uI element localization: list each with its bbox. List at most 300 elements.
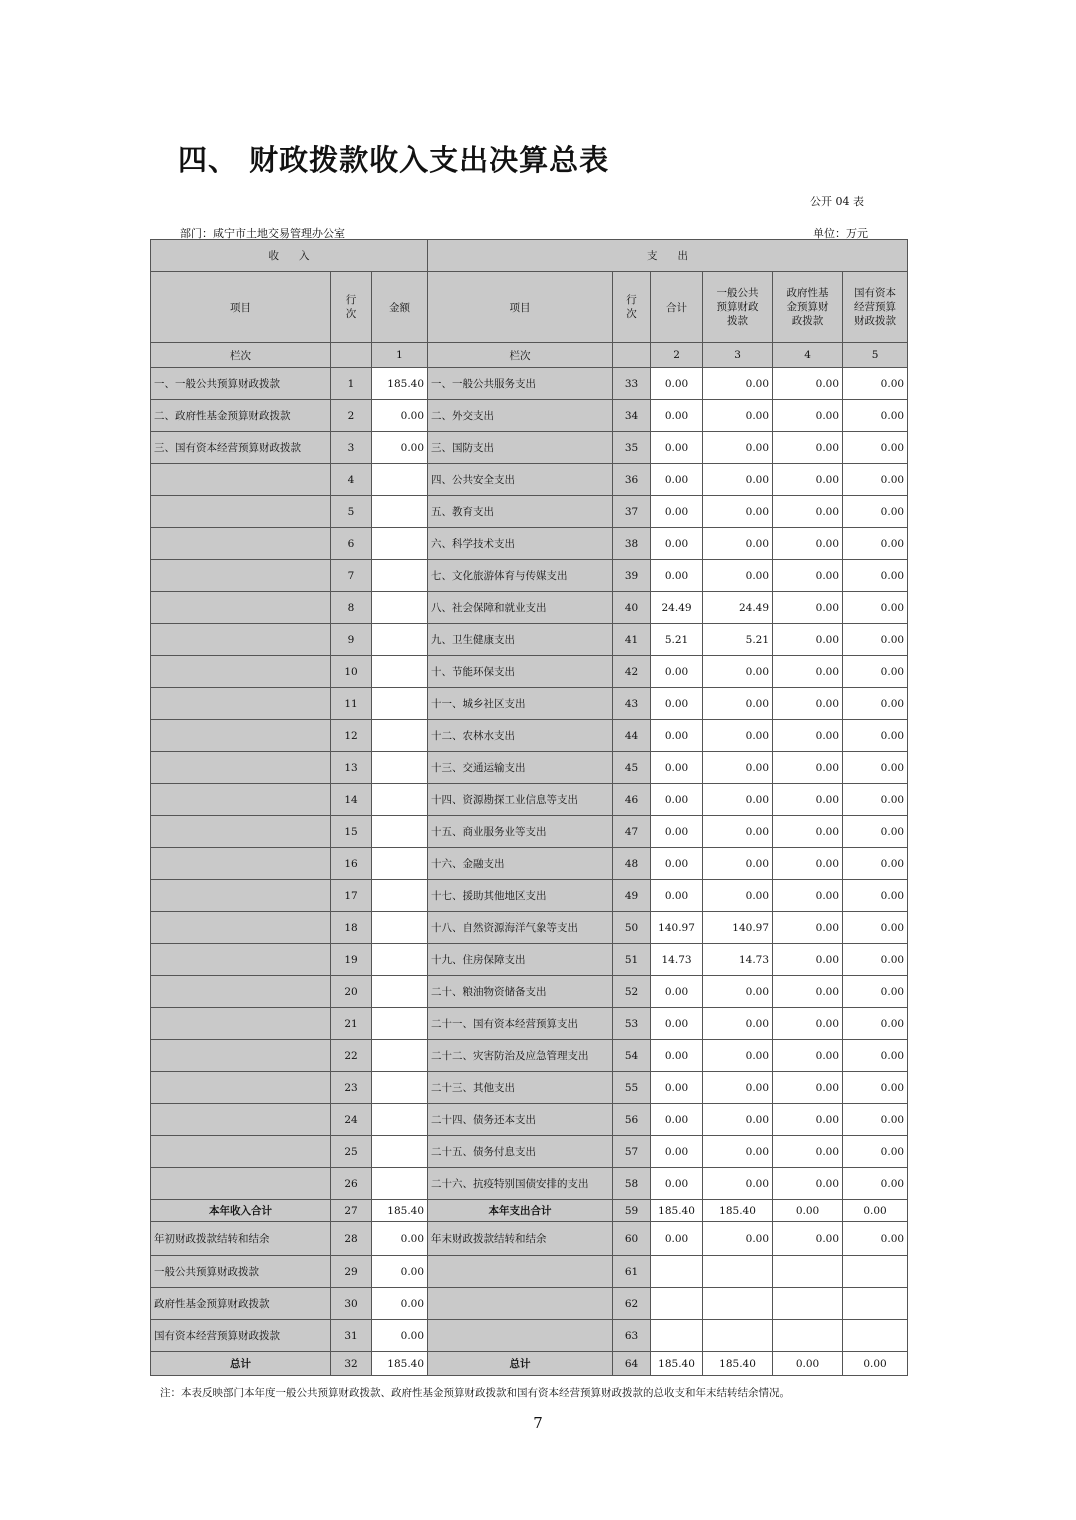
total-cell bbox=[651, 1288, 703, 1320]
table-row bbox=[151, 752, 908, 784]
line-number: 44 bbox=[613, 720, 651, 752]
income-amount bbox=[372, 880, 428, 912]
total-cell: 0.00 bbox=[651, 1104, 703, 1136]
line-number: 10 bbox=[331, 656, 372, 688]
expense-item: 十、节能环保支出 bbox=[428, 656, 613, 688]
line-number: 22 bbox=[331, 1040, 372, 1072]
income-amount bbox=[372, 560, 428, 592]
income-item: 三、国有资本经营预算财政拨款 bbox=[151, 432, 331, 464]
appropriation-table bbox=[150, 239, 908, 1376]
income-amount bbox=[372, 784, 428, 816]
expense-item: 二十四、债务还本支出 bbox=[428, 1104, 613, 1136]
table-summary bbox=[151, 1200, 908, 1222]
income-amount bbox=[372, 976, 428, 1008]
general-cell bbox=[703, 1320, 773, 1352]
expense-item: 三、国防支出 bbox=[428, 432, 613, 464]
total-cell: 0.00 bbox=[651, 784, 703, 816]
expense-item: 二十五、债务付息支出 bbox=[428, 1136, 613, 1168]
line-number: 28 bbox=[331, 1222, 372, 1256]
fund-cell: 0.00 bbox=[773, 1072, 843, 1104]
line-number: 36 bbox=[613, 464, 651, 496]
carryover-row bbox=[151, 1222, 908, 1256]
fund-cell: 0.00 bbox=[773, 1040, 843, 1072]
state-cell: 0.00 bbox=[843, 1008, 908, 1040]
fund-cell: 0.00 bbox=[773, 1200, 843, 1222]
table-row bbox=[151, 688, 908, 720]
fund-cell: 0.00 bbox=[773, 848, 843, 880]
line-number: 39 bbox=[613, 560, 651, 592]
line-number: 62 bbox=[613, 1288, 651, 1320]
income-item bbox=[151, 720, 331, 752]
income-amount bbox=[372, 752, 428, 784]
total-cell: 140.97 bbox=[651, 912, 703, 944]
column-index-4: 4 bbox=[773, 343, 843, 368]
general-cell: 0.00 bbox=[703, 656, 773, 688]
table-row bbox=[151, 816, 908, 848]
state-cell: 0.00 bbox=[843, 400, 908, 432]
table-row bbox=[151, 1104, 908, 1136]
general-cell: 0.00 bbox=[703, 688, 773, 720]
income-item bbox=[151, 496, 331, 528]
line-number: 34 bbox=[613, 400, 651, 432]
line-number: 32 bbox=[331, 1352, 372, 1376]
fund-cell: 0.00 bbox=[773, 912, 843, 944]
income-amount bbox=[372, 496, 428, 528]
expense-item: 二、外交支出 bbox=[428, 400, 613, 432]
expense-line-header: 行 次 bbox=[613, 272, 651, 343]
state-cell bbox=[843, 1288, 908, 1320]
general-cell: 0.00 bbox=[703, 528, 773, 560]
general-cell bbox=[703, 1288, 773, 1320]
total-cell: 0.00 bbox=[651, 880, 703, 912]
column-index-blank bbox=[331, 343, 372, 368]
expense-item: 二十一、国有资本经营预算支出 bbox=[428, 1008, 613, 1040]
income-grand-total-amount: 185.40 bbox=[372, 1352, 428, 1376]
expense-item bbox=[428, 1320, 613, 1352]
general-cell: 0.00 bbox=[703, 1040, 773, 1072]
income-amount bbox=[372, 1040, 428, 1072]
column-index-1: 1 bbox=[372, 343, 428, 368]
state-cell bbox=[843, 1320, 908, 1352]
line-number: 64 bbox=[613, 1352, 651, 1376]
table-row bbox=[151, 592, 908, 624]
total-cell: 185.40 bbox=[651, 1352, 703, 1376]
general-cell bbox=[703, 1256, 773, 1288]
expense-header: 支 出 bbox=[428, 240, 908, 272]
column-index-blank bbox=[613, 343, 651, 368]
line-number: 11 bbox=[331, 688, 372, 720]
line-number: 56 bbox=[613, 1104, 651, 1136]
expense-item: 十三、交通运输支出 bbox=[428, 752, 613, 784]
expense-item: 十一、城乡社区支出 bbox=[428, 688, 613, 720]
general-budget-header: 一般公共 预算财政 拨款 bbox=[703, 272, 773, 343]
line-number: 57 bbox=[613, 1136, 651, 1168]
income-subtotal-label: 本年收入合计 bbox=[151, 1200, 331, 1222]
table-row bbox=[151, 560, 908, 592]
line-number: 17 bbox=[331, 880, 372, 912]
table-header bbox=[151, 240, 908, 368]
income-item: 政府性基金预算财政拨款 bbox=[151, 1288, 331, 1320]
state-cell: 0.00 bbox=[843, 1352, 908, 1376]
income-amount bbox=[372, 1008, 428, 1040]
table-row bbox=[151, 624, 908, 656]
expense-item: 二十三、其他支出 bbox=[428, 1072, 613, 1104]
form-code: 公开 04 表 bbox=[810, 195, 864, 208]
expense-subtotal-label: 本年支出合计 bbox=[428, 1200, 613, 1222]
footnote: 注：本表反映部门本年度一般公共预算财政拨款、政府性基金预算财政拨款和国有资本经营预算财政拨款的总收支和年末结转结余情况。 bbox=[160, 1387, 790, 1399]
income-item: 一般公共预算财政拨款 bbox=[151, 1256, 331, 1288]
expense-item: 十八、自然资源海洋气象等支出 bbox=[428, 912, 613, 944]
state-cell: 0.00 bbox=[843, 656, 908, 688]
table-row bbox=[151, 1040, 908, 1072]
total-cell: 0.00 bbox=[651, 1222, 703, 1256]
line-number: 16 bbox=[331, 848, 372, 880]
general-cell: 0.00 bbox=[703, 880, 773, 912]
table-row bbox=[151, 944, 908, 976]
fund-cell: 0.00 bbox=[773, 720, 843, 752]
line-number: 31 bbox=[331, 1320, 372, 1352]
line-number: 47 bbox=[613, 816, 651, 848]
expense-item: 五、教育支出 bbox=[428, 496, 613, 528]
fund-cell: 0.00 bbox=[773, 528, 843, 560]
table-row bbox=[151, 496, 908, 528]
line-number: 15 bbox=[331, 816, 372, 848]
state-cell: 0.00 bbox=[843, 880, 908, 912]
income-item bbox=[151, 688, 331, 720]
income-item bbox=[151, 880, 331, 912]
line-number: 21 bbox=[331, 1008, 372, 1040]
line-number: 59 bbox=[613, 1200, 651, 1222]
fund-cell: 0.00 bbox=[773, 816, 843, 848]
fund-cell: 0.00 bbox=[773, 784, 843, 816]
income-item bbox=[151, 1040, 331, 1072]
line-number: 2 bbox=[331, 400, 372, 432]
general-cell: 0.00 bbox=[703, 720, 773, 752]
line-number: 23 bbox=[331, 1072, 372, 1104]
fund-cell: 0.00 bbox=[773, 752, 843, 784]
general-cell: 0.00 bbox=[703, 1168, 773, 1200]
line-number: 13 bbox=[331, 752, 372, 784]
line-number: 19 bbox=[331, 944, 372, 976]
income-amount bbox=[372, 1104, 428, 1136]
table-row bbox=[151, 1136, 908, 1168]
general-cell: 0.00 bbox=[703, 464, 773, 496]
income-item bbox=[151, 976, 331, 1008]
expense-item: 二十二、灾害防治及应急管理支出 bbox=[428, 1040, 613, 1072]
income-item: 二、政府性基金预算财政拨款 bbox=[151, 400, 331, 432]
state-cell: 0.00 bbox=[843, 848, 908, 880]
total-cell: 0.00 bbox=[651, 976, 703, 1008]
income-item bbox=[151, 560, 331, 592]
line-number: 48 bbox=[613, 848, 651, 880]
fund-cell: 0.00 bbox=[773, 880, 843, 912]
general-cell: 0.00 bbox=[703, 560, 773, 592]
state-cell: 0.00 bbox=[843, 592, 908, 624]
table-row bbox=[151, 976, 908, 1008]
line-number: 45 bbox=[613, 752, 651, 784]
income-item: 年初财政拨款结转和结余 bbox=[151, 1222, 331, 1256]
fund-cell: 0.00 bbox=[773, 592, 843, 624]
general-cell: 0.00 bbox=[703, 1222, 773, 1256]
general-cell: 0.00 bbox=[703, 976, 773, 1008]
line-number: 6 bbox=[331, 528, 372, 560]
fund-cell: 0.00 bbox=[773, 432, 843, 464]
total-cell: 0.00 bbox=[651, 1008, 703, 1040]
unit-label: 单位：万元 bbox=[813, 227, 868, 240]
line-number: 20 bbox=[331, 976, 372, 1008]
fund-cell bbox=[773, 1288, 843, 1320]
fund-cell: 0.00 bbox=[773, 1222, 843, 1256]
income-item-header: 项目 bbox=[151, 272, 331, 343]
line-number: 24 bbox=[331, 1104, 372, 1136]
total-cell bbox=[651, 1320, 703, 1352]
general-cell: 0.00 bbox=[703, 400, 773, 432]
expense-item-header: 项目 bbox=[428, 272, 613, 343]
income-amount: 0.00 bbox=[372, 1222, 428, 1256]
line-number: 1 bbox=[331, 368, 372, 400]
line-number: 42 bbox=[613, 656, 651, 688]
income-item bbox=[151, 464, 331, 496]
income-line-header: 行 次 bbox=[331, 272, 372, 343]
table-total bbox=[151, 1352, 908, 1376]
income-amount bbox=[372, 624, 428, 656]
table-body bbox=[151, 368, 908, 1200]
income-item bbox=[151, 656, 331, 688]
line-number: 30 bbox=[331, 1288, 372, 1320]
expense-item: 二十六、抗疫特别国债安排的支出 bbox=[428, 1168, 613, 1200]
general-cell: 0.00 bbox=[703, 496, 773, 528]
total-cell: 0.00 bbox=[651, 432, 703, 464]
line-number: 53 bbox=[613, 1008, 651, 1040]
state-cell: 0.00 bbox=[843, 528, 908, 560]
income-item bbox=[151, 784, 331, 816]
fund-cell: 0.00 bbox=[773, 624, 843, 656]
total-cell: 0.00 bbox=[651, 656, 703, 688]
state-cell: 0.00 bbox=[843, 816, 908, 848]
income-amount: 0.00 bbox=[372, 1288, 428, 1320]
table-row bbox=[151, 400, 908, 432]
state-cell: 0.00 bbox=[843, 496, 908, 528]
income-item bbox=[151, 912, 331, 944]
income-amount: 185.40 bbox=[372, 368, 428, 400]
line-number: 8 bbox=[331, 592, 372, 624]
table-row bbox=[151, 1168, 908, 1200]
state-cell: 0.00 bbox=[843, 784, 908, 816]
expense-item: 一、一般公共服务支出 bbox=[428, 368, 613, 400]
income-amount bbox=[372, 816, 428, 848]
expense-item: 十五、商业服务业等支出 bbox=[428, 816, 613, 848]
expense-item bbox=[428, 1288, 613, 1320]
fund-budget-header: 政府性基 金预算财 政拨款 bbox=[773, 272, 843, 343]
total-header: 合计 bbox=[651, 272, 703, 343]
carryover-rows bbox=[151, 1222, 908, 1352]
general-cell: 0.00 bbox=[703, 1136, 773, 1168]
fund-cell: 0.00 bbox=[773, 944, 843, 976]
income-item bbox=[151, 848, 331, 880]
line-number: 41 bbox=[613, 624, 651, 656]
total-cell: 0.00 bbox=[651, 496, 703, 528]
table-row bbox=[151, 464, 908, 496]
income-item bbox=[151, 944, 331, 976]
carryover-row bbox=[151, 1288, 908, 1320]
carryover-row bbox=[151, 1320, 908, 1352]
fund-cell: 0.00 bbox=[773, 400, 843, 432]
line-number: 27 bbox=[331, 1200, 372, 1222]
income-item: 一、一般公共预算财政拨款 bbox=[151, 368, 331, 400]
income-item bbox=[151, 592, 331, 624]
table-row bbox=[151, 656, 908, 688]
state-cell: 0.00 bbox=[843, 1136, 908, 1168]
line-number: 49 bbox=[613, 880, 651, 912]
income-item bbox=[151, 1136, 331, 1168]
fund-cell: 0.00 bbox=[773, 464, 843, 496]
line-number: 5 bbox=[331, 496, 372, 528]
expense-item: 八、社会保障和就业支出 bbox=[428, 592, 613, 624]
income-amount bbox=[372, 592, 428, 624]
state-cell: 0.00 bbox=[843, 432, 908, 464]
state-cell: 0.00 bbox=[843, 1072, 908, 1104]
fund-cell: 0.00 bbox=[773, 1352, 843, 1376]
income-header: 收 入 bbox=[151, 240, 428, 272]
state-cell: 0.00 bbox=[843, 1040, 908, 1072]
line-number: 35 bbox=[613, 432, 651, 464]
expense-item: 十七、援助其他地区支出 bbox=[428, 880, 613, 912]
line-number: 7 bbox=[331, 560, 372, 592]
state-cell: 0.00 bbox=[843, 1168, 908, 1200]
income-item bbox=[151, 816, 331, 848]
total-cell bbox=[651, 1256, 703, 1288]
line-number: 63 bbox=[613, 1320, 651, 1352]
state-capital-header: 国有资本 经营预算 财政拨款 bbox=[843, 272, 908, 343]
general-cell: 0.00 bbox=[703, 432, 773, 464]
state-cell: 0.00 bbox=[843, 368, 908, 400]
total-cell: 0.00 bbox=[651, 688, 703, 720]
line-number: 61 bbox=[613, 1256, 651, 1288]
income-amount: 0.00 bbox=[372, 432, 428, 464]
fund-cell: 0.00 bbox=[773, 560, 843, 592]
state-cell: 0.00 bbox=[843, 1104, 908, 1136]
total-cell: 5.21 bbox=[651, 624, 703, 656]
table-row bbox=[151, 784, 908, 816]
total-cell: 0.00 bbox=[651, 368, 703, 400]
line-number: 43 bbox=[613, 688, 651, 720]
state-cell: 0.00 bbox=[843, 720, 908, 752]
state-cell: 0.00 bbox=[843, 1222, 908, 1256]
general-cell: 14.73 bbox=[703, 944, 773, 976]
expense-item: 六、科学技术支出 bbox=[428, 528, 613, 560]
state-cell: 0.00 bbox=[843, 464, 908, 496]
state-cell: 0.00 bbox=[843, 944, 908, 976]
state-cell: 0.00 bbox=[843, 752, 908, 784]
general-cell: 0.00 bbox=[703, 1072, 773, 1104]
grand-total-row bbox=[151, 1352, 908, 1376]
fund-cell: 0.00 bbox=[773, 688, 843, 720]
general-cell: 0.00 bbox=[703, 816, 773, 848]
general-cell: 185.40 bbox=[703, 1352, 773, 1376]
expense-item: 年末财政拨款结转和结余 bbox=[428, 1222, 613, 1256]
general-cell: 0.00 bbox=[703, 368, 773, 400]
state-cell: 0.00 bbox=[843, 560, 908, 592]
column-index-2: 2 bbox=[651, 343, 703, 368]
income-item bbox=[151, 624, 331, 656]
general-cell: 0.00 bbox=[703, 784, 773, 816]
column-index-label: 栏次 bbox=[428, 343, 613, 368]
state-cell: 0.00 bbox=[843, 624, 908, 656]
income-amount-header: 金额 bbox=[372, 272, 428, 343]
line-number: 51 bbox=[613, 944, 651, 976]
expense-item: 七、文化旅游体育与传媒支出 bbox=[428, 560, 613, 592]
expense-item: 十九、住房保障支出 bbox=[428, 944, 613, 976]
line-number: 29 bbox=[331, 1256, 372, 1288]
fund-cell: 0.00 bbox=[773, 368, 843, 400]
line-number: 55 bbox=[613, 1072, 651, 1104]
table-row bbox=[151, 880, 908, 912]
fund-cell: 0.00 bbox=[773, 976, 843, 1008]
income-amount bbox=[372, 656, 428, 688]
table-row bbox=[151, 432, 908, 464]
fund-cell: 0.00 bbox=[773, 1168, 843, 1200]
expense-grand-total-label: 总计 bbox=[428, 1352, 613, 1376]
line-number: 58 bbox=[613, 1168, 651, 1200]
fund-cell bbox=[773, 1256, 843, 1288]
line-number: 9 bbox=[331, 624, 372, 656]
expense-item: 四、公共安全支出 bbox=[428, 464, 613, 496]
total-cell: 0.00 bbox=[651, 464, 703, 496]
general-cell: 140.97 bbox=[703, 912, 773, 944]
expense-item: 十四、资源勘探工业信息等支出 bbox=[428, 784, 613, 816]
total-cell: 0.00 bbox=[651, 752, 703, 784]
fund-cell bbox=[773, 1320, 843, 1352]
fund-cell: 0.00 bbox=[773, 1136, 843, 1168]
table-row bbox=[151, 912, 908, 944]
general-cell: 0.00 bbox=[703, 752, 773, 784]
subtotal-row bbox=[151, 1200, 908, 1222]
column-index-label: 栏次 bbox=[151, 343, 331, 368]
income-amount: 0.00 bbox=[372, 400, 428, 432]
income-item bbox=[151, 1168, 331, 1200]
expense-item: 九、卫生健康支出 bbox=[428, 624, 613, 656]
expense-item: 二十、粮油物资储备支出 bbox=[428, 976, 613, 1008]
line-number: 14 bbox=[331, 784, 372, 816]
general-cell: 0.00 bbox=[703, 1104, 773, 1136]
total-cell: 0.00 bbox=[651, 816, 703, 848]
total-cell: 0.00 bbox=[651, 528, 703, 560]
fund-cell: 0.00 bbox=[773, 1104, 843, 1136]
line-number: 4 bbox=[331, 464, 372, 496]
fund-cell: 0.00 bbox=[773, 496, 843, 528]
total-cell: 0.00 bbox=[651, 1040, 703, 1072]
income-subtotal-amount: 185.40 bbox=[372, 1200, 428, 1222]
income-amount bbox=[372, 528, 428, 560]
income-item bbox=[151, 1104, 331, 1136]
income-item bbox=[151, 1008, 331, 1040]
table-row bbox=[151, 368, 908, 400]
page-number: 7 bbox=[533, 1414, 543, 1432]
state-cell: 0.00 bbox=[843, 912, 908, 944]
income-amount bbox=[372, 1072, 428, 1104]
income-amount bbox=[372, 1168, 428, 1200]
total-cell: 185.40 bbox=[651, 1200, 703, 1222]
table-row bbox=[151, 1008, 908, 1040]
line-number: 3 bbox=[331, 432, 372, 464]
state-cell: 0.00 bbox=[843, 976, 908, 1008]
income-amount bbox=[372, 1136, 428, 1168]
total-cell: 14.73 bbox=[651, 944, 703, 976]
expense-item: 十六、金融支出 bbox=[428, 848, 613, 880]
line-number: 60 bbox=[613, 1222, 651, 1256]
income-item bbox=[151, 528, 331, 560]
general-cell: 0.00 bbox=[703, 1008, 773, 1040]
